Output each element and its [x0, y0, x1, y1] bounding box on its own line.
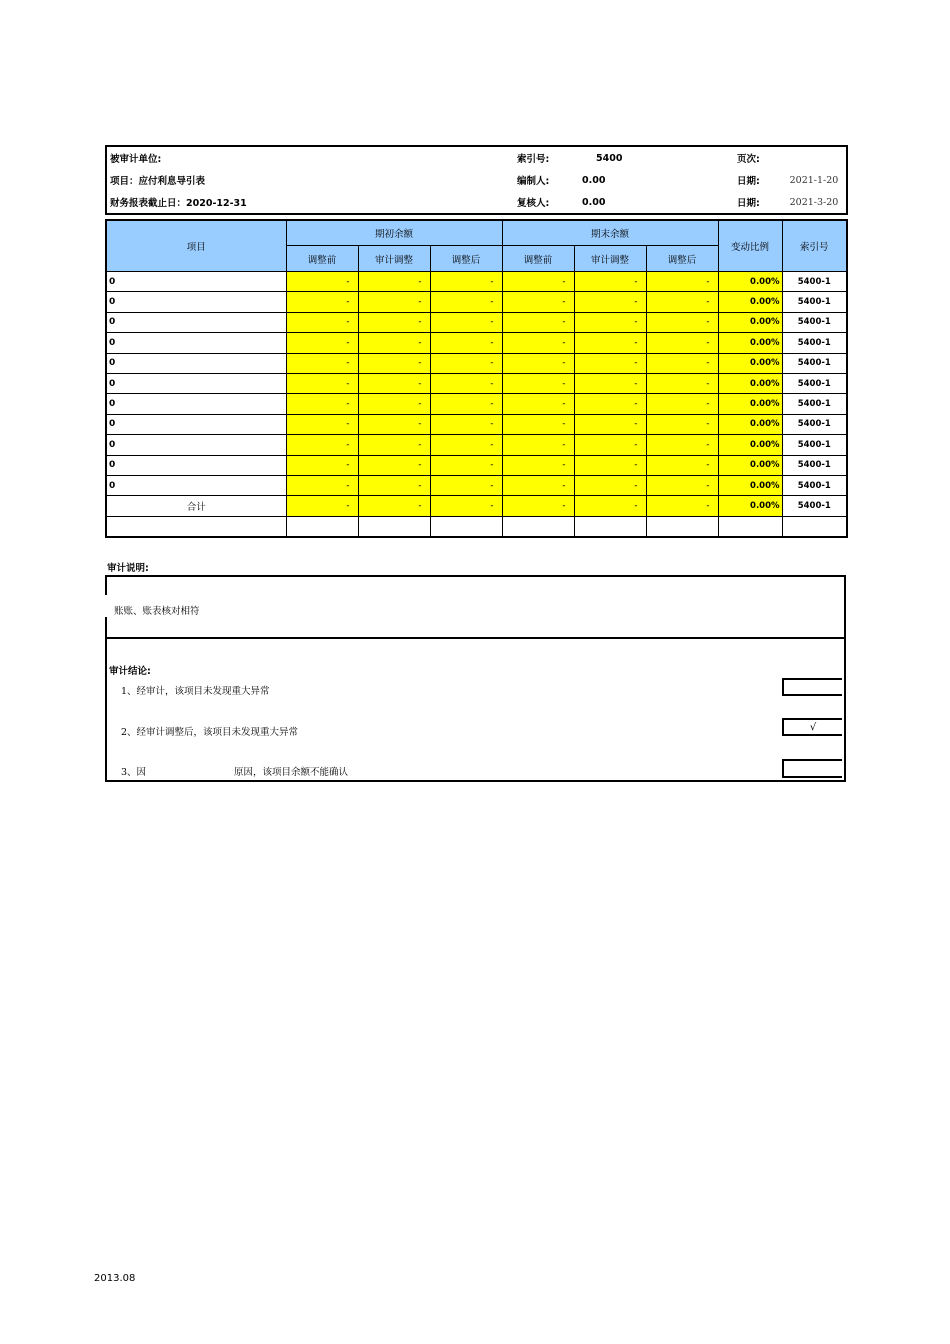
col-opening-header: 期初余额	[286, 220, 502, 246]
table-row	[106, 475, 847, 495]
row-opening-before[interactable]: -	[286, 373, 358, 393]
row-closing-before[interactable]: -	[502, 435, 574, 455]
row-closing-after[interactable]: -	[646, 394, 718, 414]
page-value	[782, 146, 847, 169]
table-body	[106, 272, 847, 538]
row-closing-adjust[interactable]: -	[574, 333, 646, 353]
guide-table	[105, 219, 848, 538]
row-closing-after[interactable]: -	[646, 333, 718, 353]
version-footer: 2013.08	[94, 1273, 136, 1284]
index-label: 索引号:	[517, 154, 550, 165]
row-opening-before[interactable]: -	[286, 353, 358, 373]
row-change-pct[interactable]: 0.00%	[718, 333, 782, 353]
row-opening-after[interactable]: -	[430, 394, 502, 414]
table-row	[106, 373, 847, 393]
row-item[interactable]: 0	[106, 333, 286, 353]
row-closing-adjust[interactable]: -	[574, 272, 646, 292]
row-closing-adjust[interactable]: -	[574, 475, 646, 495]
table-row	[106, 414, 847, 434]
cutoff-label: 财务报表截止日：2020-12-31	[110, 198, 247, 209]
row-index[interactable]: 5400-1	[782, 333, 847, 353]
conclusion-checkbox-2[interactable]: √	[782, 718, 842, 736]
col-closing-after: 调整后	[646, 246, 718, 272]
row-closing-adjust[interactable]: -	[574, 455, 646, 475]
date1-label: 日期:	[737, 176, 760, 187]
conclusion-item-1: 1、经审计，该项目未发现重大异常	[121, 686, 270, 697]
row-item[interactable]: 0	[106, 292, 286, 312]
total-opening-after[interactable]: -	[430, 496, 502, 516]
row-closing-after[interactable]: -	[646, 292, 718, 312]
table-row	[106, 333, 847, 353]
table-row	[106, 292, 847, 312]
total-label: 合计	[106, 496, 286, 516]
date1-value: 2021-1-20	[789, 174, 839, 186]
project-label: 项目：应付利息导引表	[110, 176, 206, 187]
row-closing-after[interactable]: -	[646, 455, 718, 475]
row-closing-before[interactable]: -	[502, 333, 574, 353]
total-opening-before[interactable]: -	[286, 496, 358, 516]
date2-label: 日期:	[737, 198, 760, 209]
table-row	[106, 272, 847, 292]
row-closing-before[interactable]: -	[502, 394, 574, 414]
row-change-pct[interactable]: 0.00%	[718, 455, 782, 475]
row-opening-after[interactable]: -	[430, 292, 502, 312]
col-closing-adjust: 审计调整	[574, 246, 646, 272]
blank-cell[interactable]	[106, 516, 286, 537]
row-opening-before[interactable]: -	[286, 455, 358, 475]
row-item[interactable]: 0	[106, 414, 286, 434]
row-opening-before[interactable]: -	[286, 414, 358, 434]
row-index[interactable]: 5400-1	[782, 373, 847, 393]
conclusion-checkbox-1[interactable]	[782, 678, 842, 696]
table-row	[106, 353, 847, 373]
table-row	[106, 394, 847, 414]
blank-cell[interactable]	[574, 516, 646, 537]
row-closing-adjust[interactable]: -	[574, 292, 646, 312]
notes-divider	[107, 637, 844, 639]
row-item[interactable]: 0	[106, 272, 286, 292]
row-index[interactable]: 5400-1	[782, 475, 847, 495]
total-index[interactable]: 5400-1	[782, 496, 847, 516]
blank-cell[interactable]	[646, 516, 718, 537]
audit-notes-text[interactable]: 账账、账表核对相符	[114, 606, 200, 617]
preparer-value: 0.00	[582, 174, 606, 186]
row-closing-after[interactable]: -	[646, 353, 718, 373]
col-change-header: 变动比例	[718, 220, 782, 272]
row-change-pct[interactable]: 0.00%	[718, 475, 782, 495]
row-opening-after[interactable]: -	[430, 455, 502, 475]
blank-row	[106, 516, 847, 537]
row-item[interactable]: 0	[106, 373, 286, 393]
col-opening-before: 调整前	[286, 246, 358, 272]
col-item-header: 项目	[106, 220, 286, 272]
row-opening-after[interactable]: -	[430, 414, 502, 434]
col-closing-before: 调整前	[502, 246, 574, 272]
row-opening-adjust[interactable]: -	[358, 475, 430, 495]
table-row	[106, 435, 847, 455]
total-closing-after[interactable]: -	[646, 496, 718, 516]
row-change-pct[interactable]: 0.00%	[718, 435, 782, 455]
total-change-pct[interactable]: 0.00%	[718, 496, 782, 516]
row-opening-after[interactable]: -	[430, 475, 502, 495]
row-opening-before[interactable]: -	[286, 394, 358, 414]
total-closing-before[interactable]: -	[502, 496, 574, 516]
table-header-row-1	[106, 220, 847, 246]
total-row	[106, 496, 847, 516]
row-change-pct[interactable]: 0.00%	[718, 312, 782, 332]
row-opening-before[interactable]: -	[286, 312, 358, 332]
row-opening-before[interactable]: -	[286, 292, 358, 312]
row-change-pct[interactable]: 0.00%	[718, 394, 782, 414]
row-item[interactable]: 0	[106, 475, 286, 495]
row-change-pct[interactable]: 0.00%	[718, 353, 782, 373]
total-opening-adjust[interactable]: -	[358, 496, 430, 516]
row-closing-before[interactable]: -	[502, 312, 574, 332]
border-gap	[105, 595, 107, 617]
row-closing-after[interactable]: -	[646, 272, 718, 292]
row-item[interactable]: 0	[106, 394, 286, 414]
row-index[interactable]: 5400-1	[782, 312, 847, 332]
col-opening-adjust: 审计调整	[358, 246, 430, 272]
row-index[interactable]: 5400-1	[782, 455, 847, 475]
index-value: 5400	[596, 152, 623, 164]
page-label: 页次:	[737, 154, 760, 165]
conclusion-3-suffix: 原因，该项目余额不能确认	[234, 767, 349, 778]
conclusion-item-3	[121, 764, 348, 778]
header-info-table	[105, 145, 848, 215]
row-item[interactable]: 0	[106, 455, 286, 475]
col-index-header: 索引号	[782, 220, 847, 272]
blank-cell[interactable]	[502, 516, 574, 537]
row-opening-adjust[interactable]: -	[358, 292, 430, 312]
audit-box	[105, 575, 846, 782]
row-closing-adjust[interactable]: -	[574, 373, 646, 393]
row-closing-after[interactable]: -	[646, 475, 718, 495]
blank-cell[interactable]	[430, 516, 502, 537]
conclusion-3-prefix: 3、因	[121, 767, 147, 778]
row-opening-adjust[interactable]: -	[358, 455, 430, 475]
row-closing-after[interactable]: -	[646, 414, 718, 434]
row-index[interactable]: 5400-1	[782, 353, 847, 373]
conclusion-checkbox-3[interactable]	[782, 759, 842, 778]
header-row-2	[106, 169, 847, 191]
row-closing-before[interactable]: -	[502, 455, 574, 475]
row-opening-adjust[interactable]: -	[358, 333, 430, 353]
row-closing-before[interactable]: -	[502, 353, 574, 373]
row-closing-adjust[interactable]: -	[574, 435, 646, 455]
row-closing-before[interactable]: -	[502, 272, 574, 292]
worksheet	[105, 145, 846, 538]
row-opening-before[interactable]: -	[286, 435, 358, 455]
auditee-label: 被审计单位:	[110, 154, 162, 165]
row-closing-after[interactable]: -	[646, 435, 718, 455]
table-row	[106, 312, 847, 332]
preparer-label: 编制人:	[517, 176, 550, 187]
row-closing-after[interactable]: -	[646, 373, 718, 393]
blank-cell[interactable]	[286, 516, 358, 537]
row-item[interactable]: 0	[106, 435, 286, 455]
header-row-3	[106, 191, 847, 214]
blank-cell[interactable]	[358, 516, 430, 537]
row-opening-after[interactable]: -	[430, 373, 502, 393]
row-opening-adjust[interactable]: -	[358, 394, 430, 414]
row-index[interactable]: 5400-1	[782, 292, 847, 312]
row-opening-adjust[interactable]: -	[358, 272, 430, 292]
reviewer-label: 复核人:	[517, 198, 550, 209]
col-closing-header: 期末余额	[502, 220, 718, 246]
blank-cell[interactable]	[782, 516, 847, 537]
row-closing-before[interactable]: -	[502, 373, 574, 393]
row-closing-adjust[interactable]: -	[574, 312, 646, 332]
row-opening-after[interactable]: -	[430, 353, 502, 373]
row-item[interactable]: 0	[106, 312, 286, 332]
conclusion-label: 审计结论:	[109, 666, 151, 677]
row-opening-adjust[interactable]: -	[358, 373, 430, 393]
row-opening-adjust[interactable]: -	[358, 312, 430, 332]
row-opening-after[interactable]: -	[430, 333, 502, 353]
row-closing-adjust[interactable]: -	[574, 394, 646, 414]
col-opening-after: 调整后	[430, 246, 502, 272]
row-closing-before[interactable]: -	[502, 414, 574, 434]
row-closing-adjust[interactable]: -	[574, 353, 646, 373]
row-opening-adjust[interactable]: -	[358, 353, 430, 373]
row-closing-before[interactable]: -	[502, 292, 574, 312]
row-opening-before[interactable]: -	[286, 272, 358, 292]
row-opening-after[interactable]: -	[430, 312, 502, 332]
row-item[interactable]: 0	[106, 353, 286, 373]
blank-cell[interactable]	[718, 516, 782, 537]
row-index[interactable]: 5400-1	[782, 272, 847, 292]
row-change-pct[interactable]: 0.00%	[718, 373, 782, 393]
row-index[interactable]: 5400-1	[782, 435, 847, 455]
row-opening-before[interactable]: -	[286, 333, 358, 353]
row-opening-after[interactable]: -	[430, 435, 502, 455]
row-closing-adjust[interactable]: -	[574, 414, 646, 434]
date2-value: 2021-3-20	[789, 196, 839, 208]
table-row	[106, 455, 847, 475]
row-closing-after[interactable]: -	[646, 312, 718, 332]
row-opening-before[interactable]: -	[286, 475, 358, 495]
row-opening-adjust[interactable]: -	[358, 435, 430, 455]
reviewer-value: 0.00	[582, 196, 606, 208]
row-change-pct[interactable]: 0.00%	[718, 414, 782, 434]
audit-notes-label: 审计说明:	[107, 563, 149, 574]
total-closing-adjust[interactable]: -	[574, 496, 646, 516]
row-opening-adjust[interactable]: -	[358, 414, 430, 434]
row-index[interactable]: 5400-1	[782, 394, 847, 414]
row-closing-before[interactable]: -	[502, 475, 574, 495]
header-row-1	[106, 146, 847, 169]
row-opening-after[interactable]: -	[430, 272, 502, 292]
row-index[interactable]: 5400-1	[782, 414, 847, 434]
conclusion-item-2: 2、经审计调整后，该项目未发现重大异常	[121, 727, 299, 738]
row-change-pct[interactable]: 0.00%	[718, 272, 782, 292]
row-change-pct[interactable]: 0.00%	[718, 292, 782, 312]
